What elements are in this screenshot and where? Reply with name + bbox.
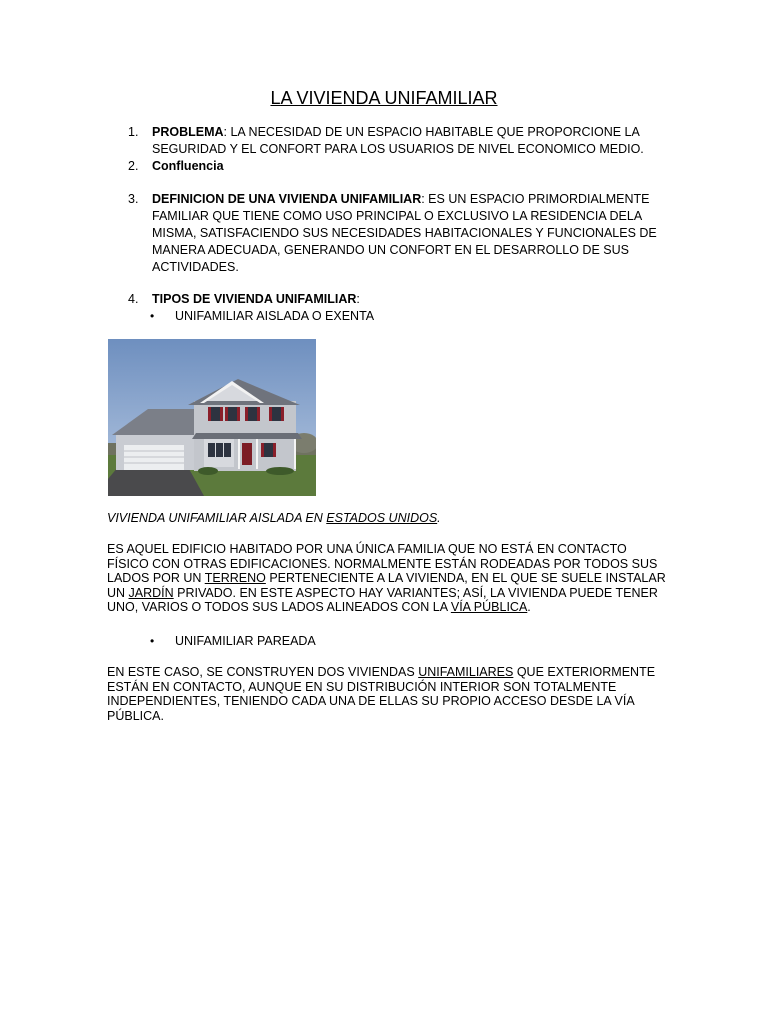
paragraph-text: PRIVADO. EN ESTE ASPECTO HAY VARIANTES; ASÍ, LA VIVIENDA PUEDE TENER UNO, VARIOS O TODOS SUS LADOS ALINEADOS CON LA bbox=[107, 585, 658, 614]
caption-link-estados-unidos[interactable]: ESTADOS UNIDOS bbox=[326, 511, 438, 525]
list-item-label: DEFINICION DE UNA VIVIENDA UNIFAMILIAR bbox=[152, 192, 422, 206]
list-item-confluencia bbox=[152, 158, 672, 175]
paragraph-text: QUE EXTERIORMENTE ESTÁN EN CONTACTO, AUNQUE EN SU DISTRIBUCIÓN INTERIOR SON TOTALMENTE INDEPENDIENTES, TENIENDO CADA UNA DE ELLAS SU PROPIO ACCESO DESDE LA VÍA PÚBLICA. bbox=[107, 665, 656, 723]
link-terreno[interactable]: TERRENO bbox=[204, 571, 266, 585]
list-item-text: : bbox=[356, 292, 360, 306]
list-item-text: : ES UN ESPACIO PRIMORDIALMENTE FAMILIAR QUE TIENE COMO USO PRINCIPAL O EXCLUSIVO LA RESIDENCIA DELA MISMA, SATISFACIENDO SUS NECESIDADES HABITACIONALES Y FUNCIONALES DE MANERA ADECUADA, GENERANDO UN CONFORT EN EL DESARROLLO DE SUS ACTIVIDADES. bbox=[152, 192, 657, 274]
caption-end: . bbox=[437, 511, 441, 525]
link-jardin[interactable]: JARDÍN bbox=[128, 585, 174, 600]
list-item-tipos bbox=[152, 291, 672, 308]
list-number-1: 1. bbox=[128, 125, 139, 139]
bullet-aislada: UNIFAMILIAR AISLADA O EXENTA bbox=[175, 309, 375, 323]
page-title: LA VIVIENDA UNIFAMILIAR bbox=[270, 88, 498, 108]
bullet-pareada: UNIFAMILIAR PAREADA bbox=[175, 634, 316, 648]
list-item-problema bbox=[152, 124, 672, 158]
paragraph-text: ES AQUEL EDIFICIO HABITADO POR UNA ÚNICA FAMILIA QUE NO ESTÁ EN CONTACTO FÍSICO CON OTRAS EDIFICACIONES. NORMALMENTE ESTÁN RODEADAS POR TODOS SUS LADOS POR UN bbox=[107, 542, 658, 585]
bullet-symbol: • bbox=[150, 309, 155, 323]
list-item-text: : LA NECESIDAD DE UN ESPACIO HABITABLE QUE PROPORCIONE LA SEGURIDAD Y EL CONFORT PARA LOS USUARIOS DE NIVEL ECONOMICO MEDIO. bbox=[152, 125, 644, 156]
house-photo bbox=[108, 339, 316, 496]
list-number-4: 4. bbox=[128, 292, 139, 306]
photo-caption bbox=[107, 510, 441, 527]
link-via-publica[interactable]: VÍA PÚBLICA bbox=[450, 600, 528, 614]
list-number-3: 3. bbox=[128, 192, 139, 206]
paragraph-pareada bbox=[107, 665, 667, 723]
paragraph-text: PERTENECIENTE A LA VIVIENDA, EN EL QUE SE SUELE INSTALAR UN bbox=[107, 571, 666, 600]
list-item-label: Confluencia bbox=[152, 159, 224, 173]
list-item-label: PROBLEMA bbox=[152, 125, 224, 139]
list-number-2: 2. bbox=[128, 159, 139, 173]
link-unifamiliares[interactable]: UNIFAMILIARES bbox=[418, 665, 514, 679]
paragraph-text: EN ESTE CASO, SE CONSTRUYEN DOS VIVIENDAS bbox=[107, 665, 419, 679]
paragraph-text: . bbox=[527, 600, 531, 614]
list-item-definicion bbox=[152, 191, 672, 276]
list-item-label: TIPOS DE VIVIENDA UNIFAMILIAR bbox=[152, 292, 357, 306]
paragraph-aislada bbox=[107, 542, 667, 615]
caption-text: VIVIENDA UNIFAMILIAR AISLADA EN bbox=[107, 511, 327, 525]
bullet-symbol: • bbox=[150, 634, 155, 648]
